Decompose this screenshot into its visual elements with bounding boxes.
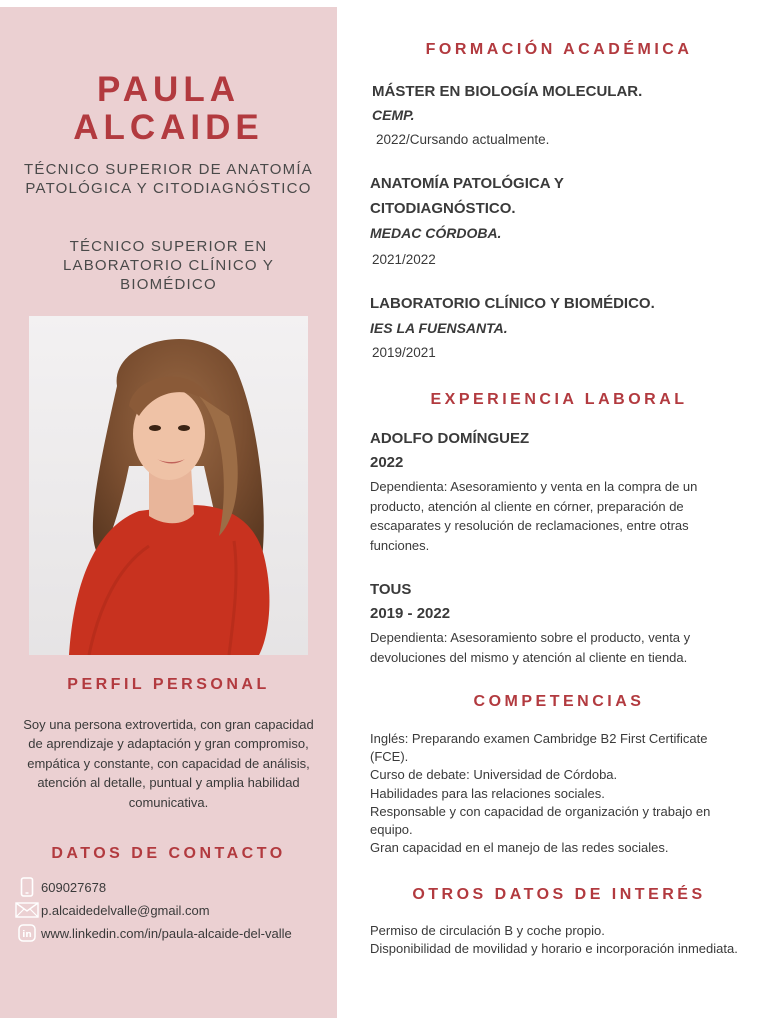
linkedin-icon (14, 923, 40, 943)
contact-heading: DATOS DE CONTACTO (51, 845, 286, 862)
contact-email (14, 900, 210, 920)
education-heading: FORMACIÓN ACADÉMICA (425, 41, 693, 58)
other-heading: OTROS DATOS DE INTERÉS (412, 886, 706, 903)
name-first: PAULA (97, 70, 240, 109)
contact-phone (14, 877, 106, 897)
linkedin-url[interactable]: www.linkedin.com/in/paula-alcaide-del-valle (41, 925, 292, 941)
email-address[interactable]: p.alcaidedelvalle@gmail.com (41, 902, 210, 918)
phone-icon (14, 877, 40, 897)
other-list (370, 922, 740, 958)
mail-icon (14, 900, 40, 920)
contact-linkedin (14, 923, 292, 943)
professional-title-2: TÉCNICO SUPERIOR EN LABORATORIO CLÍNICO Y BIOMÉDICO (62, 238, 275, 293)
education-title-1: MÁSTER EN BIOLOGÍA MOLECULAR. (372, 83, 643, 100)
skill-item: Responsable y con capacidad de organización y trabajo en equipo. (370, 803, 711, 838)
phone-number: 609027678 (41, 879, 107, 895)
skill-item: Inglés: Preparando examen Cambridge B2 First Certificate (FCE). (370, 731, 708, 765)
skill-item: Habilidades para las relaciones sociales. (370, 785, 605, 801)
other-item: Permiso de circulación B y coche propio. (370, 923, 605, 938)
education-date-1: 2022/Cursando actualmente. (376, 132, 550, 147)
other-item: Disponibilidad de movilidad y horario e incorporación inmediata. (370, 941, 738, 957)
education-institution-3: IES LA FUENSANTA. (370, 320, 508, 336)
portrait-illustration (29, 316, 308, 655)
skills-heading: COMPETENCIAS (473, 693, 645, 710)
education-institution-2: MEDAC CÓRDOBA. (370, 225, 502, 241)
name-last: ALCAIDE (73, 108, 264, 147)
experience-company-1: ADOLFO DOMÍNGUEZ (370, 430, 530, 447)
professional-title-1: TÉCNICO SUPERIOR DE ANATOMÍA PATOLÓGICA Y CITODIAGNÓSTICO (24, 161, 313, 197)
profile-text: Soy una persona extrovertida, con gran capacidad de aprendizaje y adaptación y gran compromiso, empática y constante, con capacidad de análisis, atención al detalle, puntual y amplia habilidad comunicativa. (23, 717, 314, 810)
profile-heading: PERFIL PERSONAL (67, 676, 270, 693)
education-date-2: 2021/2022 (372, 252, 436, 267)
education-title-3: LABORATORIO CLÍNICO Y BIOMÉDICO. (370, 295, 655, 312)
experience-description-2: Dependienta: Asesoramiento sobre el producto, venta y devoluciones del mismo y atención al cliente en tienda. (370, 630, 691, 665)
svg-text:in: in (22, 930, 32, 940)
experience-year-2: 2019 - 2022 (370, 605, 451, 622)
skills-list (370, 730, 740, 857)
skill-item: Gran capacidad en el manejo de las redes sociales. (370, 840, 669, 856)
experience-heading: EXPERIENCIA LABORAL (430, 391, 688, 408)
skill-item: Curso de debate: Universidad de Córdoba. (370, 767, 618, 783)
education-date-3: 2019/2021 (372, 345, 436, 360)
experience-description-1: Dependienta: Asesoramiento y venta en la compra de un producto, atención al cliente en córner, preparación de escaparates y resolución de reclamaciones, entre otras funciones. (370, 479, 698, 553)
education-title-2a: ANATOMÍA PATOLÓGICA Y (370, 175, 564, 192)
experience-year-1: 2022 (370, 454, 404, 471)
education-institution-1: CEMP. (372, 107, 415, 123)
profile-photo (29, 316, 308, 655)
education-title-2b: CITODIAGNÓSTICO. (370, 200, 516, 217)
experience-company-2: TOUS (370, 581, 412, 598)
